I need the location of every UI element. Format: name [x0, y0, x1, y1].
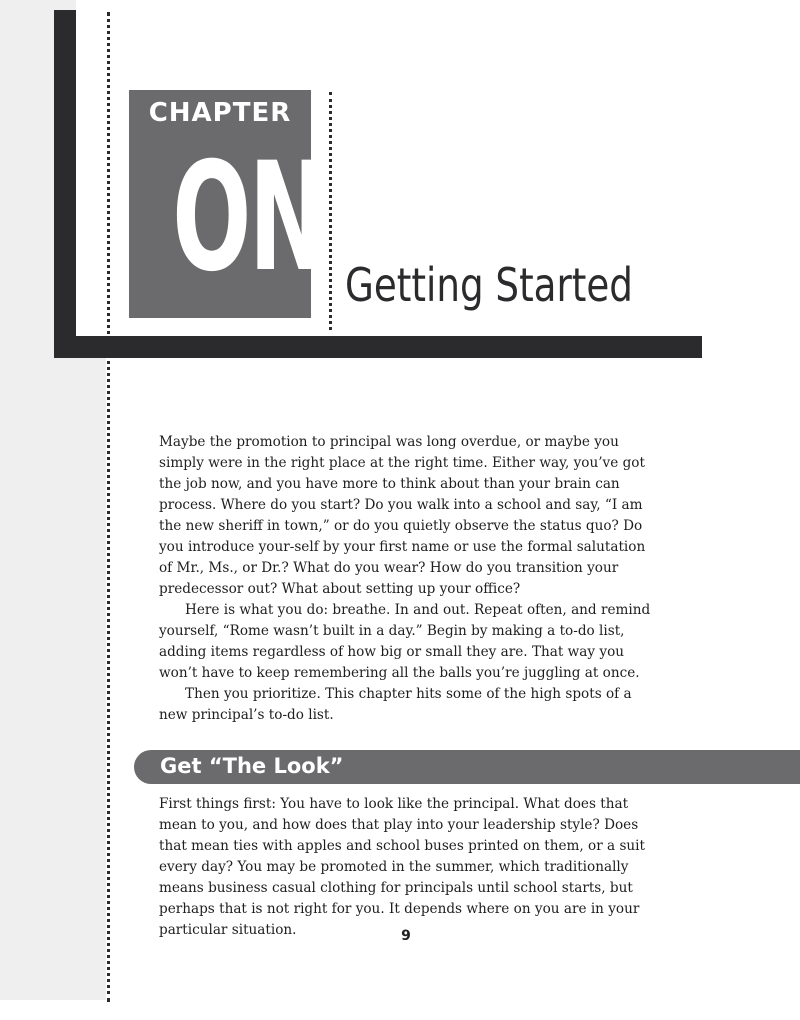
chapter-label: CHAPTER	[148, 98, 292, 128]
section-heading-bar	[134, 750, 800, 784]
chapter-number: ONE	[172, 131, 386, 305]
page-number: 9	[401, 928, 411, 944]
chapter-badge	[129, 90, 386, 318]
section-paragraph: First things first: You have to look like the principal. What does that mean to you, and how does that play into your leadership style? Does that mean ties with apples and school buses printed on them, or a suit every day? You may be promoted in the summer, which traditionally means business casual clothing for principals until school starts, but perhaps that is not right for you. It depends where on you are in your particular situation.	[159, 796, 645, 938]
chapter-title: Getting Started	[345, 258, 633, 312]
chapter-frame-vertical	[54, 10, 76, 358]
intro-paragraph: Maybe the promotion to principal was long overdue, or maybe you simply were in the right place at the right time. Either way, you’ve got the job now, and you have more to think about than your brain can process. Where do you start? Do you walk into a school and say, “I am the new sheriff in town,” or do you quietly observe the status quo? Do you introduce your-self by your first name or use the formal salutation of Mr., Ms., or Dr.? What do you wear? How do you transition your predecessor out? What about setting up your office?	[159, 434, 646, 597]
margin-dotted-rule	[107, 12, 110, 1002]
page-edge-shade	[0, 0, 16, 1000]
section-text	[159, 794, 659, 941]
intro-text	[159, 432, 659, 726]
section-heading: Get “The Look”	[160, 754, 344, 778]
intro-paragraph: Then you prioritize. This chapter hits some of the high spots of a new principal’s to-do list.	[159, 686, 632, 723]
chapter-frame-horizontal	[54, 336, 702, 358]
intro-paragraph: Here is what you do: breathe. In and out. Repeat often, and remind yourself, “Rome wasn’t built in a day.” Begin by making a to-do list, adding items regardless of how big or small they are. That way you won’t have to keep remembering all the balls you’re juggling at once.	[159, 602, 651, 681]
header-inner-area	[76, 0, 106, 336]
